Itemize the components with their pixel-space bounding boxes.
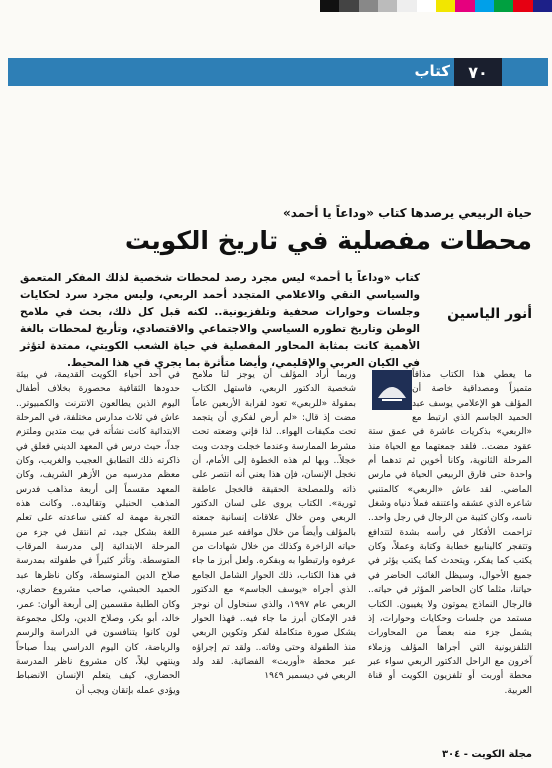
section-label: كتاب bbox=[414, 62, 450, 80]
page-footer: مجلة الكويت - ٣٠٤ bbox=[441, 749, 532, 760]
column-2-text: وربما أراد المؤلف أن يوجز لنا ملامح شخصية الدكتور الربعي، فاستهل الكتاب بمقولة «للربعي» تعود لقرابة الأربعين عاماً مضت إذ قال: «لم أرض لفكري أن يتجمد تحت مكيفات الهواء.. لذا فإني وضعته تحت مشرط الممارسة وعندما خجلت وجدت وبت خجلاً.. وبها لم هذه الخطوة إلى الأمام، أن نخجل الإنسان، فإن هذا يعني أنه انتصر على ذاته وللمصلحة الحقيقة فالخجل عاطفة ثورية». الكتاب يروى على لسان الدكتور الربعي ومن خلال علاقات إنسانية جمعته بالمؤلف وأيضاً من خلال مواقفه عبر مسيرة حياته الزاخرة وكذلك من خلال شهادات من عرفوه وارتبطوا به وبفكره. ولعل أبرز ما جاء في هذا الكتاب، ذلك الحوار الشامل الجامع الذي أجراه «يوسف الجاسم» مع الدكتور الربعي عام ١٩٩٧، والذي سنحاول أن نوجز قدر الإمكان أبرز ما جاء فيه.. فهذا الحوار يشكل صورة متكاملة لفكر وتكوين الربعي منذ الطفولة وحتى وفاته.. ولقد تم إجراؤه عبر محطة «أوربت» الفضائية. لقد ولد الربعي في ديسمبر ١٩٤٩ bbox=[192, 370, 356, 682]
text-column-2 bbox=[192, 368, 356, 684]
color-calibration-bar bbox=[320, 0, 552, 12]
article-headline: محطات مفصلية في تاريخ الكويت bbox=[124, 226, 532, 255]
article-author: أنور الياسين bbox=[447, 306, 532, 322]
text-column-3 bbox=[16, 368, 180, 698]
page-number: ٧٠ bbox=[454, 58, 502, 86]
drop-cap-ornament-icon bbox=[372, 370, 412, 410]
article-subtitle: حياة الربيعي يرصدها كتاب «وداعاً يا أحمد» bbox=[282, 206, 532, 220]
column-3-text: في أحد أحياء الكويت القديمة، في بيئة حدودها الثقافية محصورة بخلاف أطفال اليوم الذين يطالعون الانترنت والكمبيوتر.. عاش في ثلاث مدارس مختلفة، في المرحلة الابتدائية كانت نشأته في بيت متدين وملتزم جداً، حيث درس في المعهد الديني فعلق في ذاكرته ذلك التطابق العجيب والغريب، وكان معظم مدرسيه من الأزهر الشريف، وكان المعهد مقسماً إلى أربعة مذاهب فدرس المذهب الحنبلي وتقاليده.. وكانت هذه التجربة مهمة له كفتى ساعدته على تعلم اللغة بشكل جيد، ثم انتقل في جزء من المرحلة الابتدائية إلى مدرسة المرقاب المتوسطة. وتأثر كثيراً في طفولته بمدرسة صلاح الدين المتوسطة، وكان ناظرها عبد الحميد الحبشي، صاحب مشروع حضاري، وكان الطلبة مقسمين إلى أربعة ألوان: عمر، خالد، أبو بكر، وصلاح الدين، ولكل مجموعة لون كانوا يتنافسون في الدراسة والرسم والرياضة، كان اليوم الدراسي يبدأ صباحاً وينتهي ليلاً، كان مشروع ناظر المدرسة الحضاري، كيف يتعلم الإنسان الانضباط ويؤدي عمله بإتقان ويجب أن bbox=[16, 370, 180, 696]
column-1-text: ما يعطي هذا الكتاب مذاقاً متميزاً ومصداقية خاصة أن المؤلف هو الإعلامي يوسف عبد الحميد الجاسم الذي ارتبط مع «الربعي» بذكريات عاشرة في عمق ستة عقود مضت.. فلقد جمعتهما مع الحياة منذ المرحلة الثانوية، وكانا أخوين ثم تدهما أم واحدة حتى فارق الربيعي الحياة في مارس الماضي. لقد عاش «الربعي» كالمتنبي شاعره الذي عشقه واعتنقه فملأ دنياه وشغل ناسه، وكان كثيبة من الرجال في رجل واحد.. تزاحمت الأفكار في رأسه بشدة لتتدافع وتتفجر كالينابيع خطابة وكتابة وعملاً، وكان يكتب كما يفكر، ويتحدث كما يكتب يؤثر في جميع الأحوال، وسيظل الغائب الحاضر في حياتنا، مثلما كان الحاضر المؤثر في حياته.. فالرجال النماذج يموتون ولا يغيبون. الكتاب مستمد من جلسات وحكايات وحوارات، إذ يشمل جزء منه بعضاً من المحاورات التلفزيونية التي أجراها المؤلف وزملاء آخرون مع الراحل الدكتور الربعي سواء عبر محطة أوربت أو تلفزيون الكويت أو قناة العربية. bbox=[368, 370, 532, 696]
article-lead: كتاب «وداعاً يا أحمد» ليس مجرد رصد لمحطات شخصية لذلك المفكر المتعمق والسياسي النقي والاعلامي المتجدد أحمد الربعي، وليس مجرد سرد لحكايات وجلسات وحوارات صحفية وتلفزيونية.. لكنه قبل كل ذلك، بحث في ملامح الوطن وتاريخ تطوره السياسي والاجتماعي والاقتصادي، وتأريخ لمحطات بالغة الأهمية كانت بمثابة المحاور المفصلية في حياة الشعب الكويتي، ممتدة لتؤثر في الكيان العربي والإقليمي، وأيضا متأثرة بما يجري في هذا المحيط. bbox=[20, 272, 420, 369]
section-header-band bbox=[8, 58, 548, 86]
text-column-1 bbox=[368, 368, 532, 698]
